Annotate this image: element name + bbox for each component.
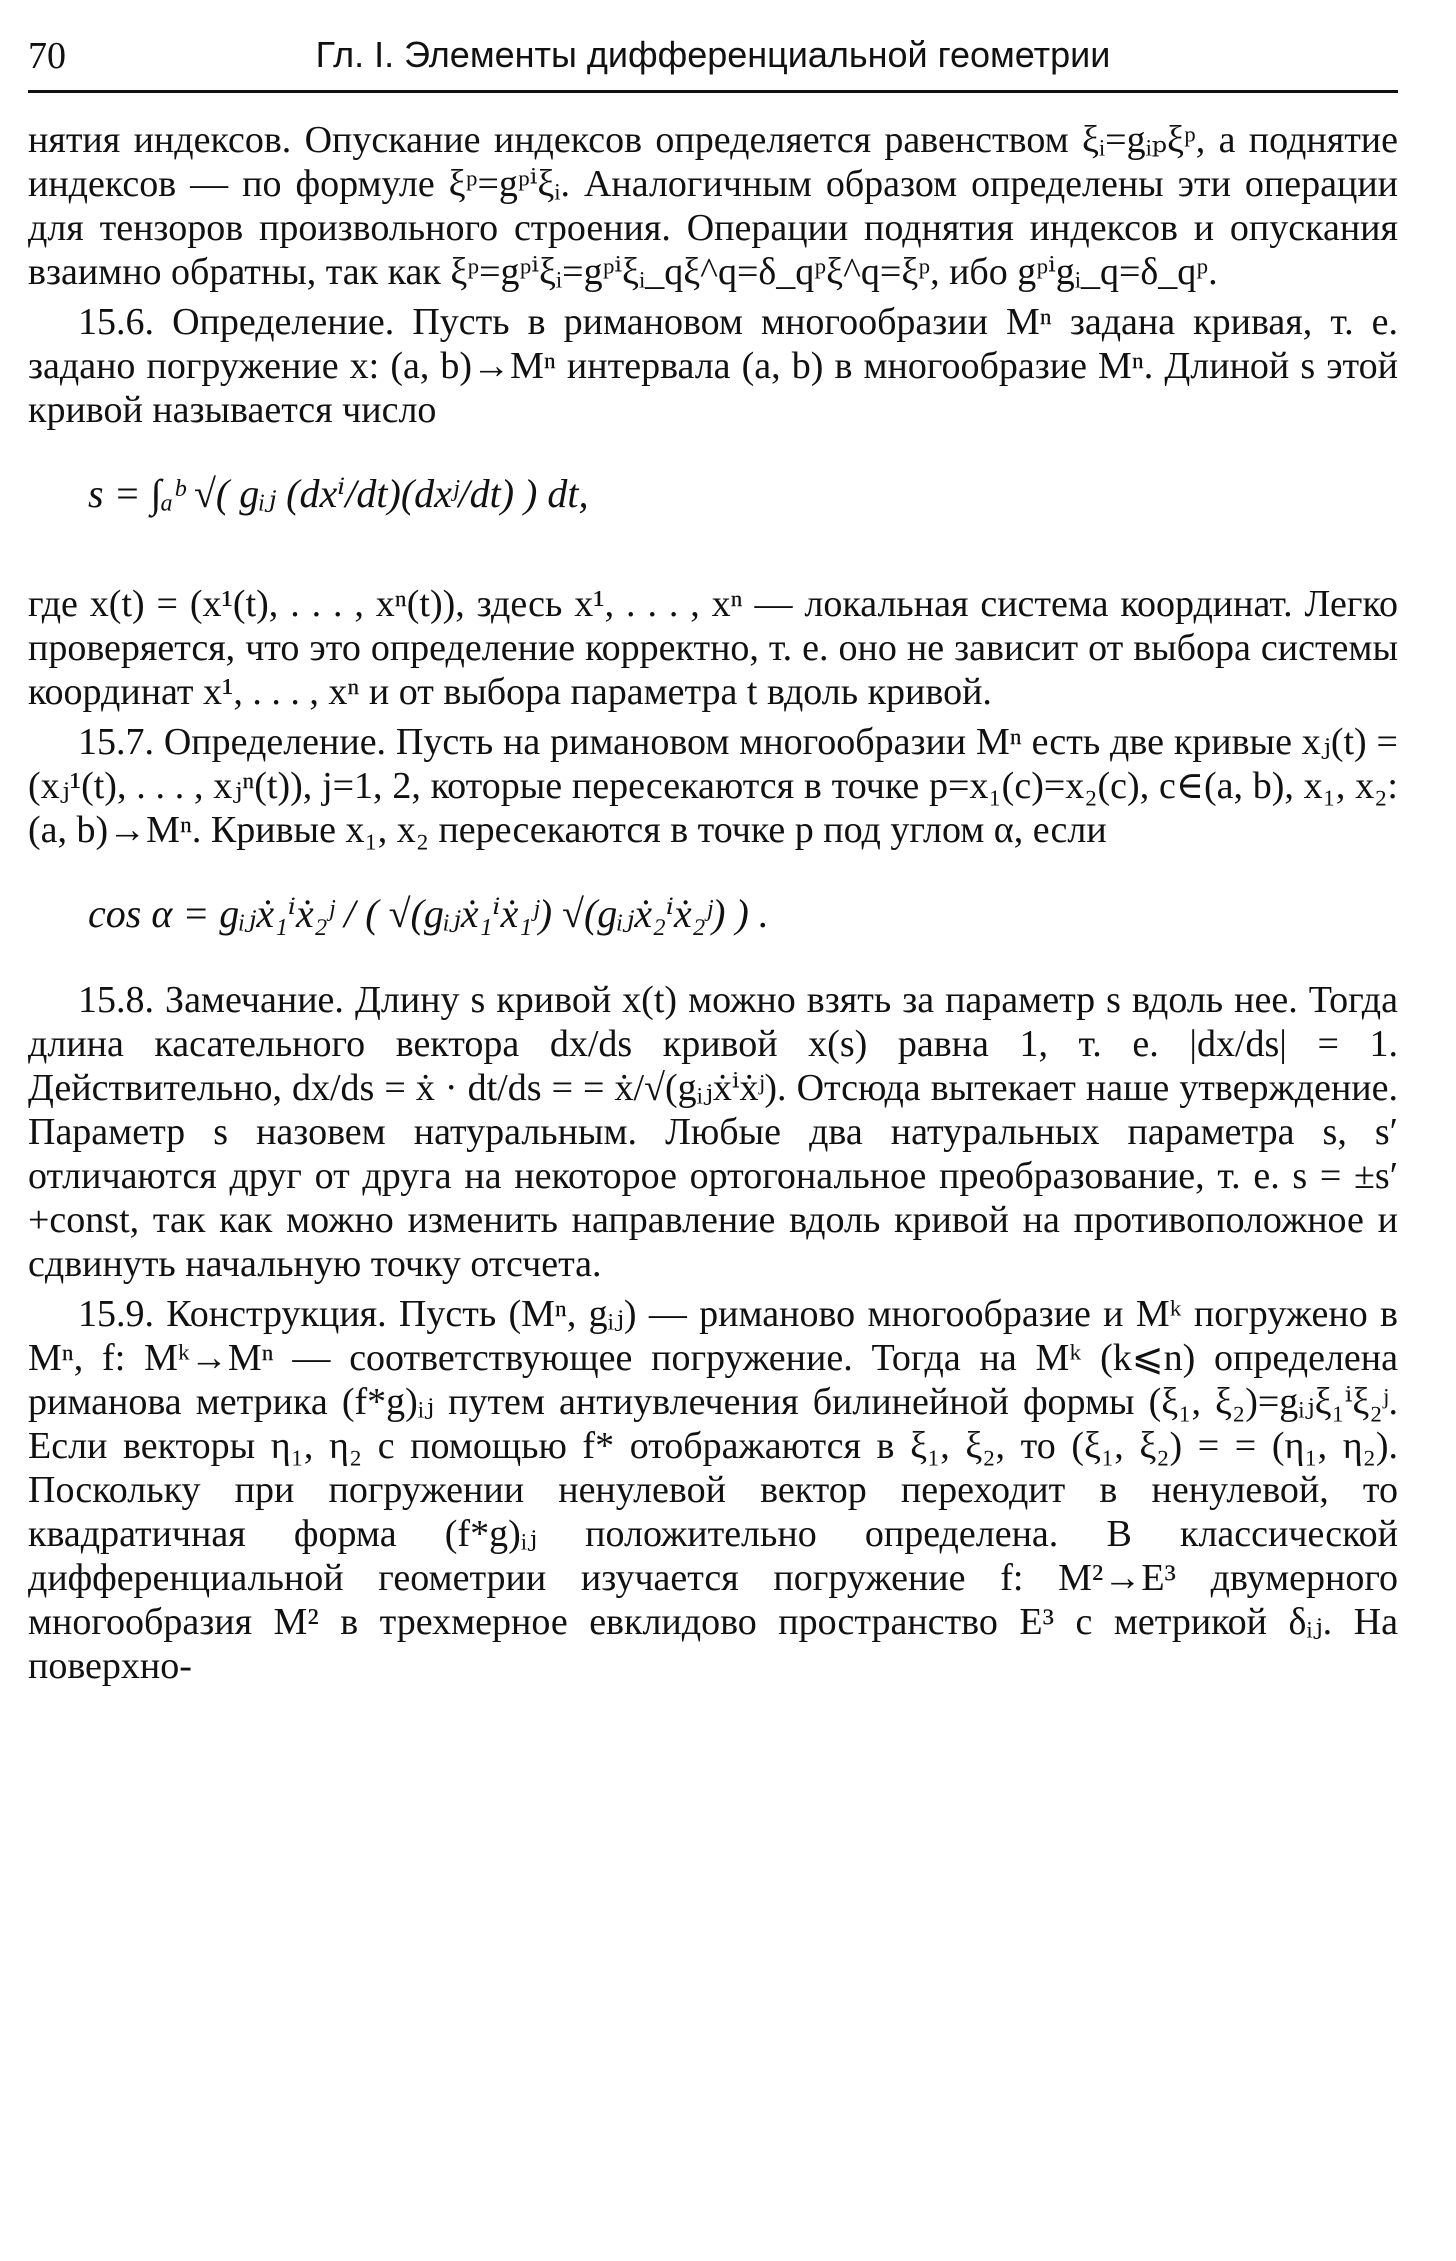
page-header bbox=[28, 30, 1398, 90]
definition-15-7: 15.7. Определение. Пусть на римановом многообразии Mⁿ есть две кривые xⱼ(t) = (xⱼ¹(t), . . . , xⱼⁿ(t)), j=1, 2, которые пересекаются в точке p=x₁(c)=x₂(c), c∈(a, b), x₁, x₂: (a, b)→Mⁿ. Кривые x₁, x₂ пересекаются в точке p под углом α, если bbox=[28, 721, 1398, 851]
running-title: Гл. I. Элементы дифференциальной геометрии bbox=[315, 34, 1111, 75]
remark-15-8: 15.8. Замечание. Длину s кривой x(t) можно взять за параметр s вдоль нее. Тогда длина касательного вектора dx/ds кривой x(s) равна 1, т. е. |dx/ds| = 1. Действительно, dx/ds = ẋ · dt/ds = = ẋ/√(gᵢⱼẋⁱẋʲ). Отсюда вытекает наше утверждение. Параметр s назовем натуральным. Любые два натуральных параметра s, s′ отличаются друг от друга на некоторое ортогональное преобразование, т. е. s = ±s′+const, так как можно изменить направление вдоль кривой на противоположное и сдвинуть начальную точку отсчета. bbox=[28, 979, 1398, 1285]
header-rule bbox=[28, 90, 1398, 93]
curve-length-formula-text: s = ∫ₐᵇ √( gᵢⱼ (dxⁱ/dt)(dxʲ/dt) ) dt, bbox=[88, 471, 589, 516]
page-number: 70 bbox=[28, 35, 66, 77]
angle-formula bbox=[28, 852, 1398, 972]
page-body bbox=[28, 118, 1398, 1688]
definition-15-6-continued: где x(t) = (x¹(t), . . . , xⁿ(t)), здесь x¹, . . . , xⁿ — локальная система координат. Легко проверяется, что это определение корректно, т. е. оно не зависит от выбора системы координат x¹, . . . , xⁿ и от выбора параметра t вдоль кривой. bbox=[28, 583, 1398, 713]
curve-length-formula bbox=[28, 432, 1398, 582]
construction-15-9: 15.9. Конструкция. Пусть (Mⁿ, gᵢⱼ) — риманово многообразие и Mᵏ погружено в Mⁿ, f: Mᵏ→Mⁿ — соответствующее погружение. Тогда на Mᵏ (k⩽n) определена риманова метрика (f*g)ᵢⱼ путем антиувлечения билинейной формы (ξ₁, ξ₂)=gᵢⱼξ₁ⁱξ₂ʲ. Если векторы η₁, η₂ с помощью f* отображаются в ξ₁, ξ₂, то (ξ₁, ξ₂) = = (η₁, η₂). Поскольку при погружении ненулевой вектор переходит в ненулевой, то квадратичная форма (f*g)ᵢⱼ положительно определена. В классической дифференциальной геометрии изучается погружение f: M²→E³ двумерного многообразия M² в трехмерное евклидово пространство E³ с метрикой δᵢⱼ. На поверхно- bbox=[28, 1293, 1398, 1687]
definition-15-6: 15.6. Определение. Пусть в римановом многообразии Mⁿ задана кривая, т. е. задано погружение x: (a, b)→Mⁿ интервала (a, b) в многообразие Mⁿ. Длиной s этой кривой называется число bbox=[28, 301, 1398, 431]
paragraph-index-lowering: нятия индексов. Опускание индексов определяется равенством ξᵢ=gᵢₚξᵖ, а поднятие индексов — по формуле ξᵖ=gᵖⁱξᵢ. Аналогичным образом определены эти операции для тензоров произвольного строения. Операции поднятия индексов и опускания взаимно обратны, так как ξᵖ=gᵖⁱξᵢ=gᵖⁱξᵢ_qξ^q=δ_qᵖξ^q=ξᵖ, ибо gᵖⁱgᵢ_q=δ_qᵖ. bbox=[28, 119, 1398, 293]
angle-formula-text: cos α = gᵢⱼẋ₁ⁱẋ₂ʲ / ( √(gᵢⱼẋ₁ⁱẋ₁ʲ) √(gᵢⱼẋ₂ⁱẋ₂ʲ) ) . bbox=[88, 891, 769, 936]
